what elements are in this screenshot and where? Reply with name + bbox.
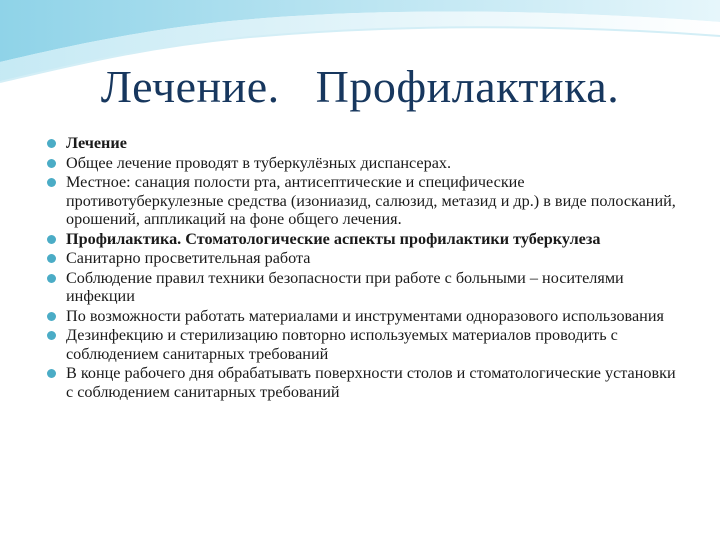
bullet-icon xyxy=(47,331,56,340)
bullet-icon xyxy=(47,312,56,321)
list-item xyxy=(44,230,684,249)
list-item xyxy=(44,307,684,326)
bullet-icon xyxy=(47,369,56,378)
bullet-icon xyxy=(47,274,56,283)
list-item xyxy=(44,134,684,153)
list-item-text: Соблюдение правил техники безопасности при работе с больными – носителями инфекции xyxy=(66,268,624,305)
list-item xyxy=(44,173,684,229)
slide-title: Лечение. Профилактика. xyxy=(100,61,620,112)
bullet-icon xyxy=(47,159,56,168)
list-item-text: Лечение xyxy=(66,134,127,152)
list-item-text: Общее лечение проводят в туберкулёзных диспансерах. xyxy=(66,153,452,172)
list-item-text: В конце рабочего дня обрабатывать поверхности столов и стоматологические установки с соблюдением санитарных требований xyxy=(66,364,676,401)
list-item xyxy=(44,326,684,363)
bullet-icon xyxy=(47,235,56,244)
list-item-text: По возможности работать материалами и инструментами одноразового использования xyxy=(66,306,664,325)
bullet-list xyxy=(44,134,684,402)
bullet-icon xyxy=(47,178,56,187)
list-item-text: Дезинфекцию и стерилизацию повторно используемых материалов проводить с соблюдением санитарных требований xyxy=(66,326,618,363)
list-item xyxy=(44,269,684,306)
list-item xyxy=(44,154,684,173)
list-item-text: Санитарно просветительная работа xyxy=(66,249,311,267)
list-item-text: Местное: санация полости рта, антисептические и специфические противотуберкулезные средства (изониазид, салюзид, метазид и др.) в виде полосканий, орошений, аппликаций на фоне общего лечения. xyxy=(66,173,676,228)
bullet-icon xyxy=(47,139,56,148)
list-item xyxy=(44,249,684,268)
list-item-text: Профилактика. Стоматологические аспекты профилактики туберкулеза xyxy=(66,229,601,248)
list-item xyxy=(44,364,684,401)
bullet-icon xyxy=(47,254,56,263)
